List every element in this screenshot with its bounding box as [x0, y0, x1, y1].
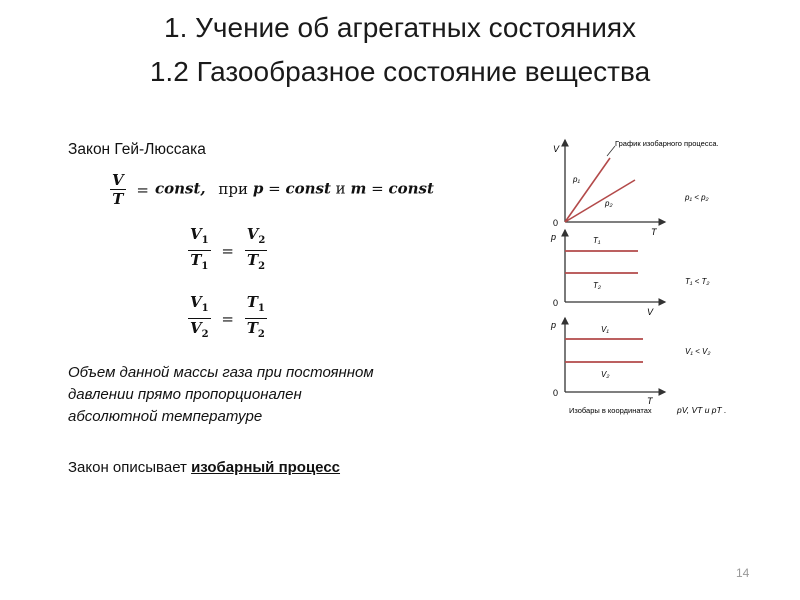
- subscript: 2: [258, 261, 266, 272]
- m-symbol: m: [350, 179, 367, 198]
- axis-label-p: p: [551, 232, 557, 242]
- origin-label: 0: [553, 218, 559, 228]
- subscript: 2: [258, 235, 266, 246]
- line-label-v1: V₁: [601, 325, 609, 334]
- symbol: T: [246, 251, 259, 269]
- line-label-v2: V₂: [601, 370, 610, 379]
- axis-label-t: T: [651, 227, 657, 237]
- line-label-p1: p₁: [573, 175, 580, 184]
- line-label-t2: T₂: [593, 281, 601, 290]
- line-label-t1: T₁: [593, 236, 601, 245]
- axis-label-p: p: [551, 320, 557, 330]
- fraction-denominator: T: [112, 190, 124, 208]
- symbol: T: [246, 293, 258, 311]
- symbol: V: [246, 225, 259, 243]
- isobar-graphs-svg: [535, 130, 765, 430]
- law-description: [68, 362, 488, 428]
- graphs-caption: Изобары в координатах: [569, 406, 652, 415]
- pri-text: при: [218, 179, 249, 198]
- isobar-line-p1: [565, 158, 610, 222]
- subscript: 1: [201, 261, 209, 272]
- fraction-v-over-t: [110, 171, 126, 208]
- equals-sign: =: [221, 309, 234, 328]
- description-line: абсолютной температуре: [68, 408, 263, 425]
- isobar-line-p2: [565, 180, 635, 222]
- process-statement: [68, 458, 340, 478]
- page-number: 14: [736, 566, 750, 580]
- relation-label: T₁ < T₂: [685, 277, 710, 286]
- fraction-right: [245, 225, 268, 276]
- graph-p-t: [550, 318, 710, 406]
- const-text: const: [388, 179, 434, 198]
- isobar-graphs: [535, 130, 765, 435]
- axis-label-t: T: [647, 396, 653, 406]
- subscript: 2: [201, 329, 209, 340]
- equals-sign: =: [371, 179, 384, 198]
- formula-ratio-vv: [188, 293, 267, 344]
- graphs-caption-math: pV, VT и pT .: [677, 405, 727, 415]
- graph-title: График изобарного процесса.: [615, 139, 719, 148]
- formula-definition: [110, 171, 434, 208]
- graph-v-t: [553, 139, 719, 237]
- fraction-left: [188, 225, 211, 276]
- fraction-numerator: V: [112, 171, 124, 189]
- fraction-right: [245, 293, 267, 344]
- symbol: V: [190, 293, 202, 311]
- relation-label: p₁ < p₂: [685, 193, 709, 202]
- description-line: давлении прямо пропорционален: [68, 386, 302, 403]
- subscript: 2: [257, 329, 265, 340]
- relation-label: V₁ < V₂: [685, 347, 711, 356]
- symbol: T: [190, 251, 202, 269]
- subscript: 1: [201, 303, 209, 314]
- subscript: 1: [201, 235, 209, 246]
- line-label-p2: p₂: [605, 199, 613, 208]
- and-text: и: [335, 179, 346, 198]
- title-leader: [607, 146, 615, 156]
- law-name: Закон Гей-Люссака: [68, 141, 206, 158]
- formula-ratio-vt: [188, 225, 267, 276]
- axis-label-v: V: [553, 144, 560, 154]
- const-text: const: [285, 179, 331, 198]
- fraction-left: [188, 293, 211, 344]
- equals-sign: =: [268, 179, 281, 198]
- process-name: изобарный процесс: [191, 459, 341, 476]
- origin-label: 0: [553, 388, 559, 398]
- const-text: const,: [155, 179, 206, 198]
- origin-label: 0: [553, 298, 559, 308]
- equals-sign: =: [221, 241, 234, 260]
- symbol: T: [246, 319, 258, 337]
- process-prefix: Закон описывает: [68, 459, 192, 476]
- description-line: Объем данной массы газа при постоянном: [68, 364, 374, 381]
- slide-title-line2: 1.2 Газообразное состояние вещества: [149, 56, 651, 87]
- equals-sign: =: [136, 180, 149, 199]
- slide-title-line1: 1. Учение об агрегатных состояниях: [164, 12, 636, 43]
- symbol: V: [190, 319, 202, 337]
- symbol: V: [190, 225, 202, 243]
- subscript: 1: [257, 303, 265, 314]
- axis-label-v: V: [647, 307, 654, 317]
- graph-p-v: [550, 230, 709, 317]
- p-symbol: p: [252, 179, 264, 198]
